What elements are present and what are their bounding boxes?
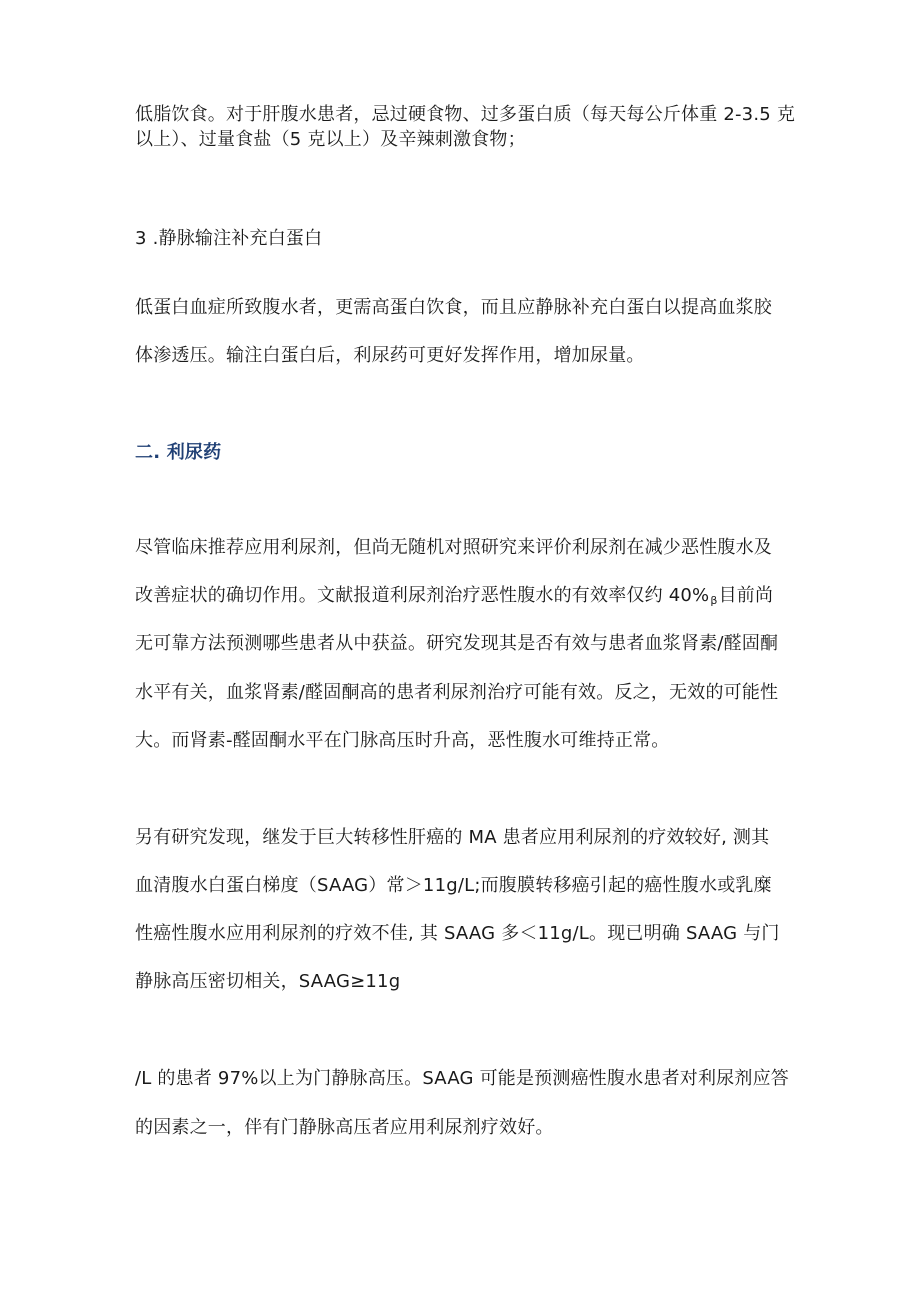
- paragraph-saag-line-1: 另有研究发现，继发于巨大转移性肝癌的 MA 患者应用利尿剂的疗效较好, 测其: [135, 827, 770, 848]
- paragraph-albumin-line-1: 低蛋白血症所致腹水者，更需高蛋白饮食，而且应静脉补充白蛋白以提高血浆胶: [135, 297, 772, 318]
- paragraph-diuretics-line-5: 大。而肾素-醛固酮水平在门脉高压时升高，恶性腹水可维持正常。: [135, 730, 670, 751]
- paragraph-portal-line-1: /L 的患者 97%以上为门静脉高压。SAAG 可能是预测癌性腹水患者对利尿剂应答: [135, 1068, 789, 1089]
- beta-subscript: β: [710, 594, 718, 607]
- paragraph-diuretics-line-2: [135, 584, 773, 613]
- section-title-albumin: 3 .静脉输注补充白蛋白: [135, 228, 323, 249]
- paragraph-saag-line-4: 静脉高压密切相关，SAAG≥11g: [135, 971, 401, 992]
- paragraph-diuretics-line-4: 水平有关，血浆肾素/醛固酮高的患者利尿剂治疗可能有效。反之，无效的可能性: [135, 682, 779, 703]
- paragraph-saag-line-2: 血清腹水白蛋白梯度（SAAG）常＞11g/L;而腹膜转移癌引起的癌性腹水或乳糜: [135, 875, 772, 896]
- paragraph-diuretics-line-2-end: 目前尚: [718, 585, 774, 606]
- paragraph-diet-line-1: 低脂饮食。对于肝腹水患者，忌过硬食物、过多蛋白质（每天每公斤体重 2-3.5 克: [135, 104, 796, 125]
- paragraph-diuretics-line-2-text: 改善症状的确切作用。文献报道利尿剂治疗恶性腹水的有效率仅约 40%: [135, 585, 710, 606]
- paragraph-portal-line-2: 的因素之一，伴有门静脉高压者应用利尿剂疗效好。: [135, 1117, 554, 1138]
- paragraph-diet-line-2: 以上）、过量食盐（5 克以上）及辛辣刺激食物；: [135, 129, 526, 150]
- paragraph-diuretics-line-3: 无可靠方法预测哪些患者从中获益。研究发现其是否有效与患者血浆肾素/醛固酮: [135, 633, 779, 654]
- section-heading-diuretics: 二. 利尿药: [135, 442, 222, 463]
- paragraph-diuretics-line-1: 尽管临床推荐应用利尿剂，但尚无随机对照研究来评价利尿剂在减少恶性腹水及: [135, 537, 772, 558]
- paragraph-albumin-line-2: 体渗透压。输注白蛋白后，利尿药可更好发挥作用，增加尿量。: [135, 345, 645, 366]
- paragraph-saag-line-3: 性癌性腹水应用利尿剂的疗效不佳, 其 SAAG 多＜11g/L。现已明确 SAAG 与门: [135, 923, 780, 944]
